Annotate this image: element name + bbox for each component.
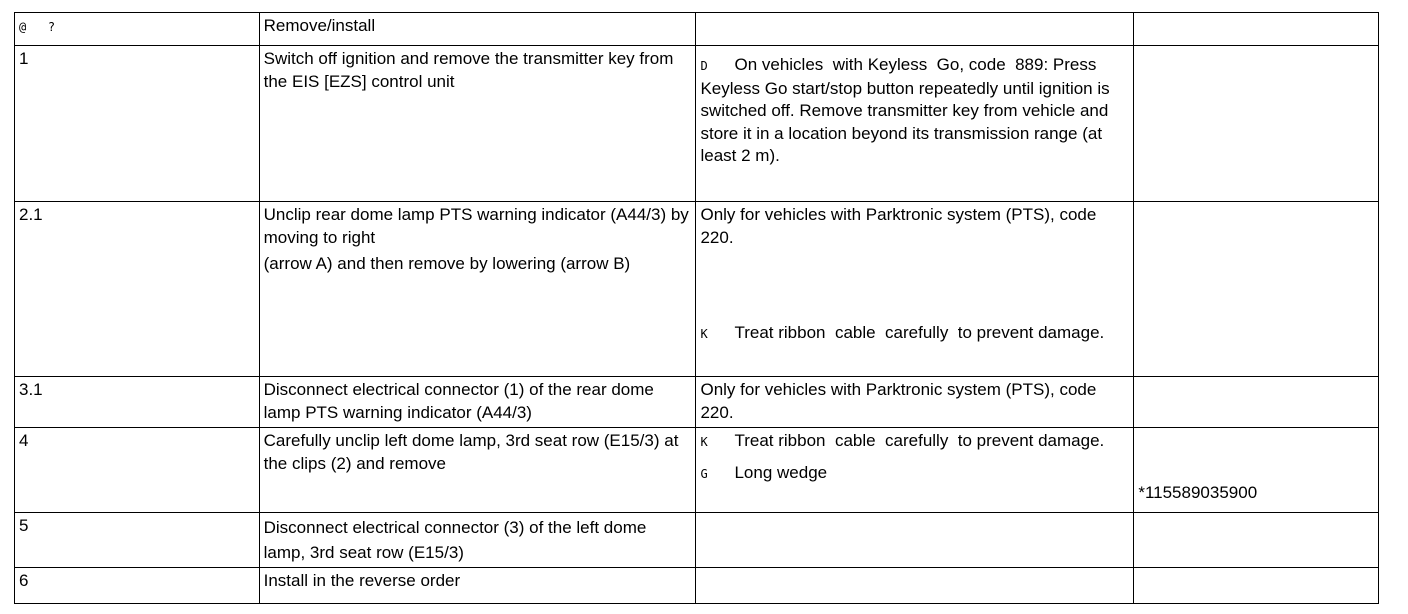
step-part: [1134, 202, 1379, 377]
table-row: [15, 46, 1379, 202]
note-text: On vehicles with Keyless Go, code 889: Press Keyless Go start/stop button repeatedly until ignition is switched off. Remove transmitter key from vehicle and store it in a location beyond its transmission range (at least 2 m).: [700, 55, 1115, 165]
warning-text: Treat ribbon cable carefully to prevent damage.: [734, 431, 1105, 450]
table-row: [15, 568, 1379, 604]
step-action: Install in the reverse order: [259, 568, 696, 604]
step-note: [696, 428, 1134, 513]
step-part: [1134, 568, 1379, 604]
table-row: [15, 513, 1379, 568]
table-header-row: [15, 13, 1379, 46]
step-note: [696, 513, 1134, 568]
step-note: [696, 202, 1134, 377]
step-action: Switch off ignition and remove the transmitter key from the EIS [EZS] control unit: [259, 46, 696, 202]
step-part: [1134, 46, 1379, 202]
step-action: Disconnect electrical connector (3) of the left dome lamp, 3rd seat row (E15/3): [259, 513, 696, 568]
step-number: 4: [15, 428, 260, 513]
table-row: [15, 202, 1379, 377]
table-row: [15, 428, 1379, 513]
action-line: Unclip rear dome lamp PTS warning indicator (A44/3) by moving to right: [263, 205, 689, 247]
table-row: [15, 377, 1379, 428]
warning-text: Treat ribbon cable carefully to prevent damage.: [734, 323, 1105, 342]
header-title: Remove/install: [263, 16, 376, 35]
step-number: 1: [15, 46, 260, 202]
header-title-cell: [259, 13, 696, 46]
step-number: 2.1: [15, 202, 260, 377]
step-action: Carefully unclip left dome lamp, 3rd seat row (E15/3) at the clips (2) and remove: [259, 428, 696, 513]
tool-text: Long wedge: [734, 462, 828, 482]
step-number: 6: [15, 568, 260, 604]
header-empty-cell: [1134, 13, 1379, 46]
action-line: (arrow A) and then remove by lowering (arrow B): [263, 254, 631, 273]
note-text: Only for vehicles with Parktronic system (PTS), code 220.: [700, 205, 1097, 247]
warning-icon: K: [700, 327, 708, 341]
step-part: [1134, 377, 1379, 428]
part-number: *115589035900: [1138, 483, 1258, 502]
step-part: [1134, 513, 1379, 568]
procedure-table: [14, 12, 1379, 604]
step-note: [696, 568, 1134, 604]
step-part: [1134, 428, 1379, 513]
step-action: Disconnect electrical connector (1) of the rear dome lamp PTS warning indicator (A44/3): [259, 377, 696, 428]
header-symbols-cell: [15, 13, 260, 46]
note-symbol: D: [700, 59, 708, 73]
tool-icon: G: [700, 466, 708, 481]
step-number: 5: [15, 513, 260, 568]
step-note: [696, 46, 1134, 202]
step-note: Only for vehicles with Parktronic system (PTS), code 220.: [696, 377, 1134, 428]
header-symbols: @ ?: [19, 20, 56, 34]
header-empty-cell: [696, 13, 1134, 46]
warning-icon: K: [700, 435, 708, 449]
step-number: 3.1: [15, 377, 260, 428]
step-action: [259, 202, 696, 377]
